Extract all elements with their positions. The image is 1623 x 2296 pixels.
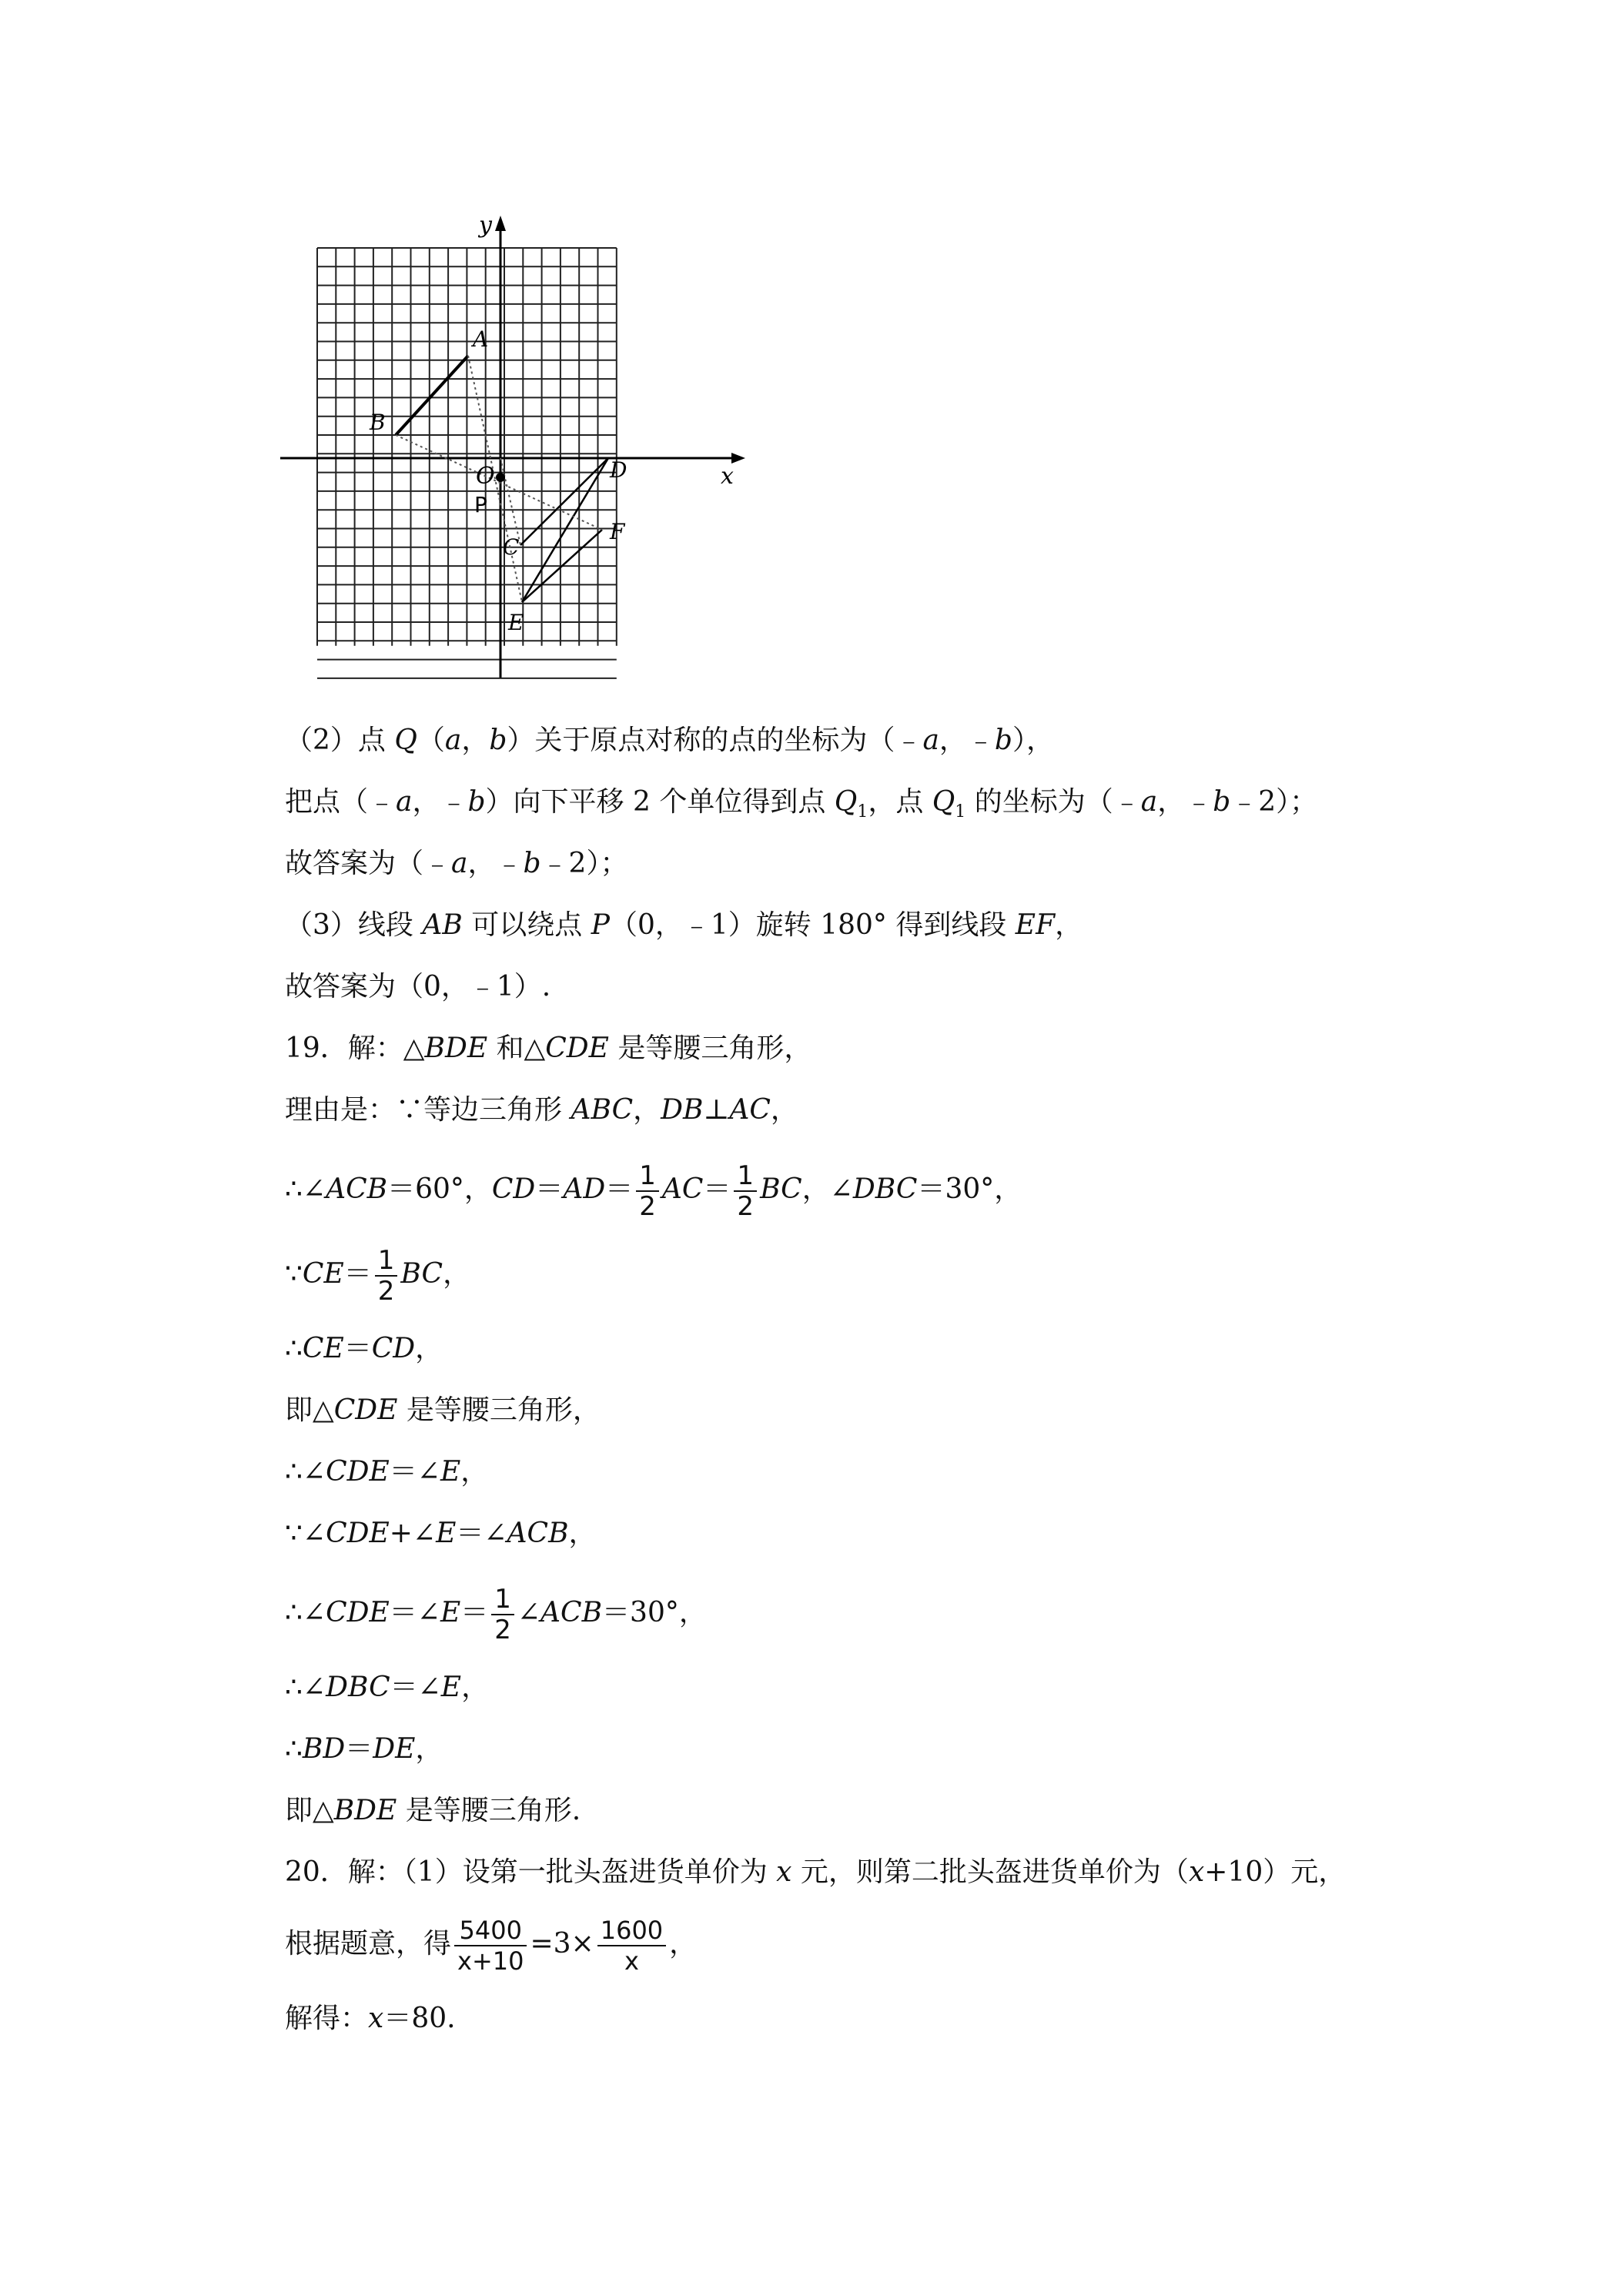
label-E: E xyxy=(508,610,524,635)
label-D: D xyxy=(610,457,627,483)
fraction-half: $\frac{1}{2}$ xyxy=(491,1585,514,1645)
problem-19-line-6: 即△CDE 是等腰三角形， xyxy=(285,1394,601,1426)
problem-20-solution: 解得：x＝80. xyxy=(285,2003,456,2034)
fraction-5400: $\frac{5400}{x+10}$ xyxy=(454,1916,527,1976)
fraction-half: $\frac{1}{2}$ xyxy=(375,1246,398,1306)
problem-19-line-3: ∴∠ACB＝60°，CD＝AD＝ $\frac{1}{2}$ AC＝ $\frac{1}{2}$ BC，∠DBC＝30°， xyxy=(285,1160,1022,1222)
problem-20-heading: 20．解：（1）设第一批头盔进货单价为 x 元，则第二批头盔进货单价为（x+10）元， xyxy=(285,1856,1347,1888)
dotted-B-F xyxy=(396,435,602,530)
answer-line-1: （2）点 Q（a，b）关于原点对称的点的坐标为（﹣a，﹣b）， xyxy=(285,725,1054,756)
fraction-half: $\frac{1}{2}$ xyxy=(734,1161,757,1221)
label-F: F xyxy=(610,519,625,544)
answer-line-5: 故答案为（0，﹣1）. xyxy=(285,971,551,1002)
label-C: C xyxy=(503,534,520,560)
problem-19-line-2: 理由是：∵等边三角形 ABC，DB⊥AC， xyxy=(285,1094,798,1126)
problem-19-line-5: ∴CE＝CD， xyxy=(285,1333,443,1364)
point-P-dot xyxy=(496,473,505,482)
problem-19-line-12: 即△BDE 是等腰三角形. xyxy=(285,1795,581,1826)
label-P: P xyxy=(474,492,487,517)
coordinate-grid-figure xyxy=(277,208,755,693)
answer-line-2: 把点（﹣a，﹣b）向下平移 2 个单位得到点 $Q_1$，点 $Q_1$ 的坐标为（﹣a，﹣b﹣2）； xyxy=(285,786,1318,822)
segment-AB xyxy=(396,356,468,435)
y-axis-label: y xyxy=(479,212,492,239)
problem-19-line-11: ∴BD＝DE， xyxy=(285,1733,443,1765)
answer-line-3: 故答案为（﹣a，﹣b﹣2）； xyxy=(285,848,628,879)
label-O: O xyxy=(476,463,495,490)
label-B: B xyxy=(370,410,386,435)
x-axis-label: x xyxy=(721,463,734,490)
y-axis-arrow xyxy=(495,216,506,231)
fraction-1600: $\frac{1600}{x}$ xyxy=(597,1916,666,1976)
fraction-half: $\frac{1}{2}$ xyxy=(636,1161,659,1221)
answer-line-4: （3）线段 AB 可以绕点 P（0，﹣1）旋转 180° 得到线段 EF， xyxy=(285,909,1083,941)
problem-19-heading: 19．解：△BDE 和△CDE 是等腰三角形， xyxy=(285,1033,812,1064)
problem-20-equation: 根据题意，得 $\frac{5400}{x+10}$ =3× $\frac{1600}{x}$ ， xyxy=(285,1916,698,1976)
label-A: A xyxy=(473,326,489,352)
x-axis-arrow xyxy=(731,453,745,464)
problem-19-line-10: ∴∠DBC＝∠E， xyxy=(285,1672,490,1703)
problem-19-line-7: ∴∠CDE＝∠E， xyxy=(285,1456,489,1488)
problem-19-line-9: ∴∠CDE＝∠E＝ $\frac{1}{2}$ ∠ACB＝30°， xyxy=(285,1584,707,1645)
dotted-O-C xyxy=(500,458,520,545)
grid-lines xyxy=(317,248,617,678)
problem-19-line-4: ∵CE＝ $\frac{1}{2}$ BC， xyxy=(285,1245,471,1307)
problem-19-line-8: ∵∠CDE+∠E＝∠ACB， xyxy=(285,1518,597,1549)
